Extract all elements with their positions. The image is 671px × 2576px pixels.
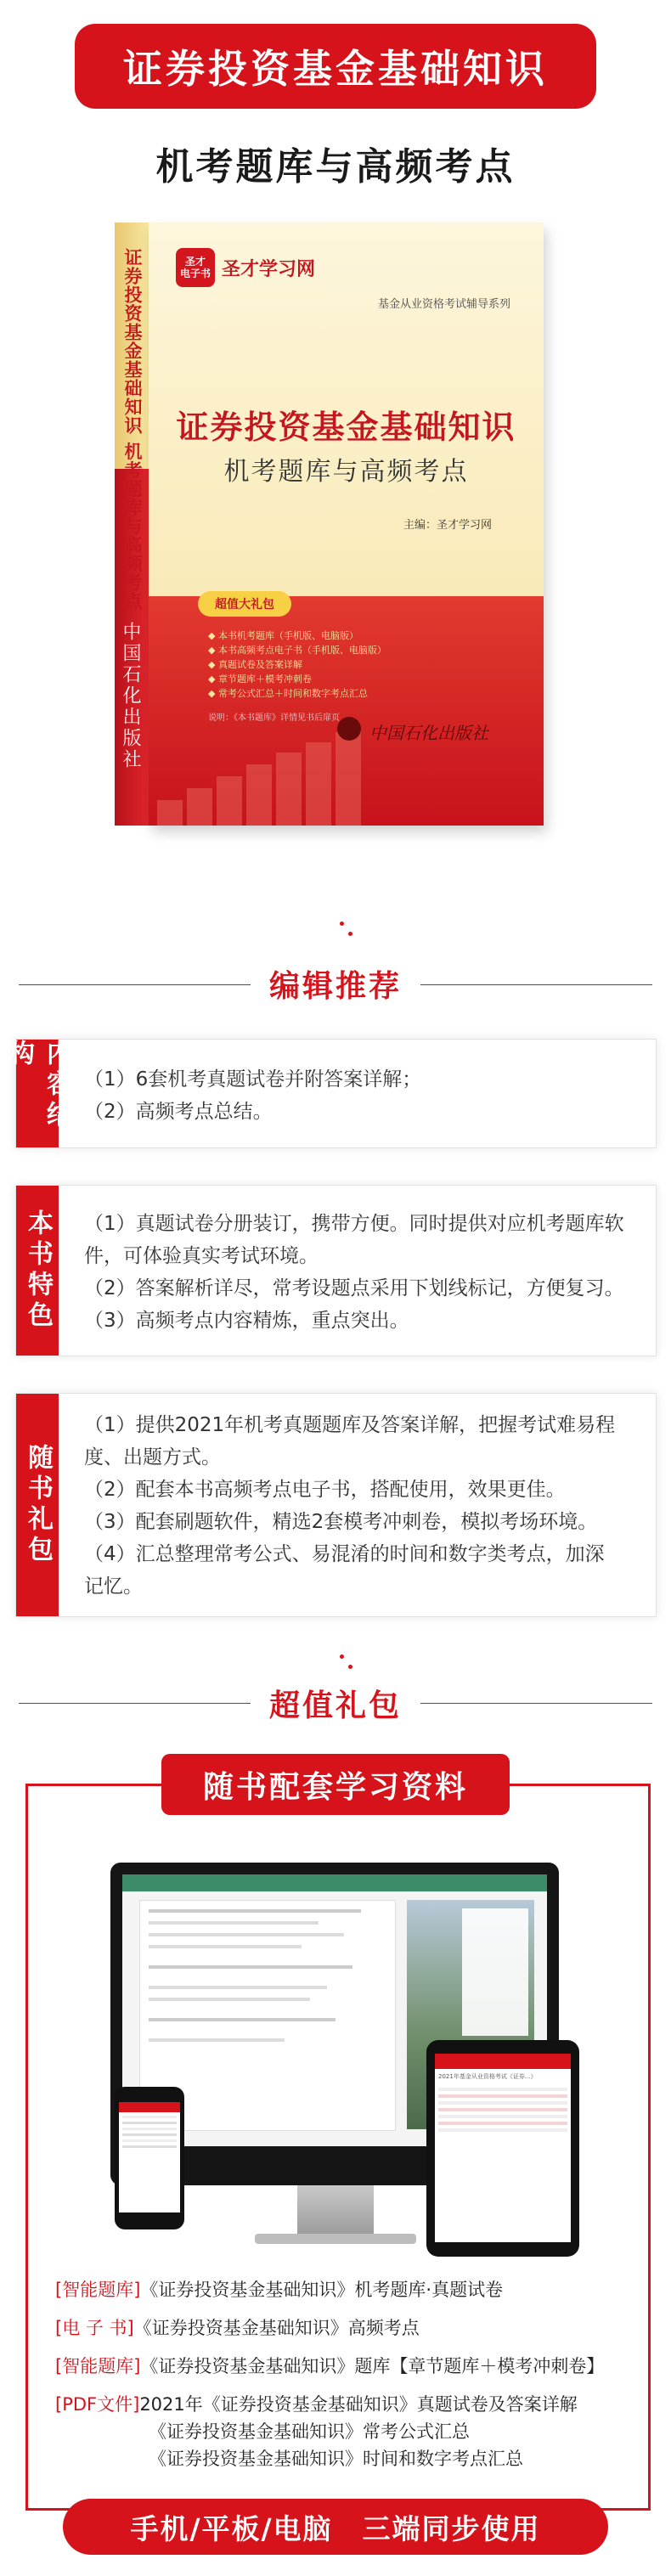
card-line: （1）6套机考真题试卷并附答案详解； <box>84 1068 422 1091</box>
gift-section-title: 超值礼包 <box>268 1688 402 1723</box>
decor-dot <box>340 1654 344 1659</box>
card-tab: 本书特色 <box>16 1186 59 1356</box>
book-spine <box>115 223 149 826</box>
resource-tag: [PDF文件] <box>55 2394 140 2415</box>
gift-note: 说明：《本书题库》详情见书后扉页 <box>208 713 340 723</box>
card-line: 度、出题方式。 <box>84 1446 221 1468</box>
spine-title: 证券投资基金基础知识 机考题库与高频考点 <box>122 248 143 611</box>
resource-item: [PDF文件]2021年《证券投资基金基础知识》真题试卷及答案详解 <box>55 2394 578 2415</box>
shengcai-logo: 圣才 电子书 <box>176 248 215 287</box>
resource-tag: [智能题库] <box>55 2280 141 2300</box>
card-gift-pack <box>15 1393 657 1617</box>
card-book-features <box>15 1185 657 1356</box>
card-line: （3）配套刷题软件，精选2套模考冲刺卷，模拟考场环境。 <box>84 1511 598 1533</box>
stairs-graphic <box>149 732 544 826</box>
phone-device <box>115 2087 184 2229</box>
logo-text: 圣才学习网 <box>222 259 316 280</box>
top-subtitle: 机考题库与高频考点 <box>155 145 516 189</box>
resource-item: [电 子 书]《证券投资基金基础知识》高频考点 <box>55 2318 420 2338</box>
gift-tag: 超值大礼包 <box>198 591 291 617</box>
resource-item-extra: 《证券投资基金基础知识》常考公式汇总 <box>149 2421 470 2442</box>
card-line: （3）高频考点内容精炼，重点突出。 <box>84 1310 409 1332</box>
tablet-device <box>426 2040 579 2257</box>
resource-tag: [智能题库] <box>55 2356 141 2376</box>
decor-dot <box>340 922 344 926</box>
card-line: （1）提供2021年机考真题题库及答案详解，把握考试难易程 <box>84 1414 616 1436</box>
resource-item: [智能题库]《证券投资基金基础知识》题库【章节题库＋模考冲刺卷】 <box>55 2356 605 2376</box>
card-line: （2）高频考点总结。 <box>84 1101 273 1123</box>
decor-dot <box>348 1665 352 1669</box>
card-line: （4）汇总整理常考公式、易混淆的时间和数字类考点，加深 <box>84 1543 605 1565</box>
resource-item: [智能题库]《证券投资基金基础知识》机考题库·真题试卷 <box>55 2280 504 2300</box>
book-publisher: 中国石化出版社 <box>369 723 488 743</box>
top-title-banner: 证券投资基金基础知识 <box>75 24 596 109</box>
decor-dot <box>348 932 352 936</box>
gift-pack-label: 随书配套学习资料 <box>161 1754 510 1815</box>
publisher-emblem-icon <box>337 717 361 741</box>
book-subtitle: 机考题库与高频考点 <box>223 457 469 487</box>
resource-tag: [电 子 书] <box>55 2318 134 2338</box>
monitor-stand <box>297 2185 374 2236</box>
monitor-base <box>255 2234 416 2244</box>
spine-publisher: 中国石化出版社 <box>120 622 141 770</box>
card-line: 记忆。 <box>84 1575 143 1598</box>
card-tab: 随书礼包 <box>16 1394 59 1616</box>
card-line: （1）真题试卷分册装订，携带方便。同时提供对应机考题库软 <box>84 1213 624 1235</box>
tablet-screen: 2021年基金从业资格考试《证券...》 <box>435 2054 571 2242</box>
card-content-structure <box>4 1039 657 1148</box>
book-author: 主编：圣才学习网 <box>403 519 493 532</box>
book-cover <box>149 223 544 826</box>
resource-item-extra: 《证券投资基金基础知识》时间和数字考点汇总 <box>149 2449 523 2469</box>
book-title: 证券投资基金基础知识 <box>176 408 516 446</box>
phone-screen <box>119 2102 180 2212</box>
card-line: （2）配套本书高频考点电子书，搭配使用，效果更佳。 <box>84 1479 566 1501</box>
recommend-title: 编辑推荐 <box>268 969 402 1004</box>
sync-footer-banner: 手机/平板/电脑 三端同步使用 <box>63 2499 608 2555</box>
card-line: （2）答案解析详尽，常考设题点采用下划线标记，方便复习。 <box>84 1277 624 1299</box>
book-series: 基金从业资格考试辅导系列 <box>378 298 511 311</box>
card-line: 件，可体验真实考试环境。 <box>84 1245 319 1267</box>
card-tab: 内容结构 <box>16 1040 59 1147</box>
gift-list: ◆ 本书机考题库（手机版、电脑版） ◆ 本书高频考点电子书（手机版、电脑版） ◆ 真题试卷及答案详解 ◆ 章节题库＋模考冲刺卷 ◆ 常考公式汇总＋时间和数字考点汇总 <box>208 630 386 699</box>
